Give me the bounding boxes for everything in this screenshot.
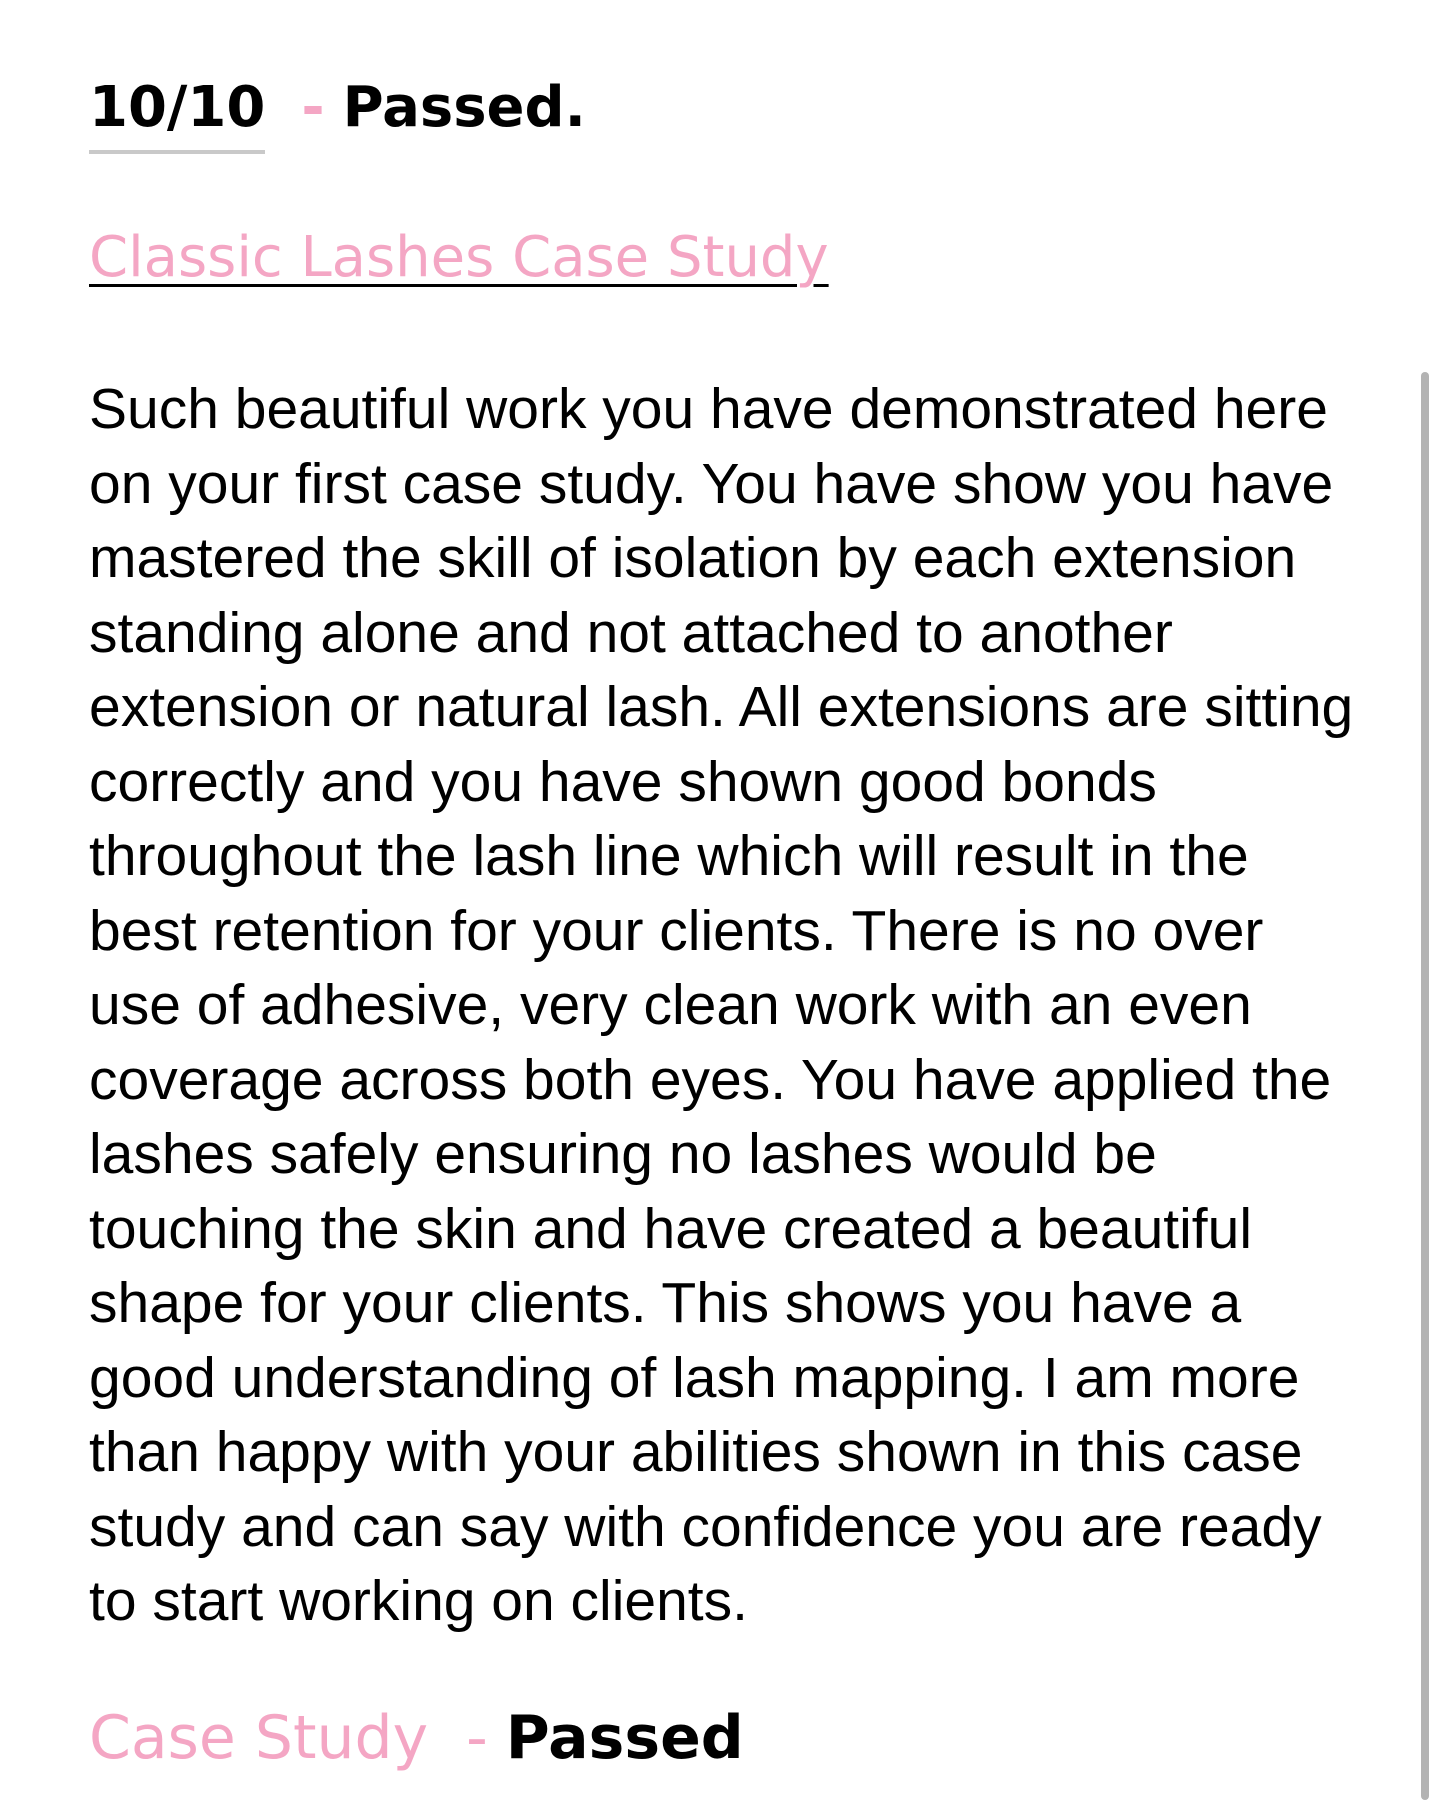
score-separator: -: [301, 75, 325, 140]
case-study-separator: -: [466, 1703, 488, 1773]
case-study-heading: Classic Lashes Case Study: [89, 225, 829, 290]
case-study-status: Passed: [505, 1703, 744, 1773]
feedback-paragraph: Such beautiful work you have demonstrated here on your first case study. You have show you have mastered the skill of isolation by each extension standing alone and not attached to another extension or natural lash. All extensions are sitting correctly and you have shown good bonds throughout the lash line which will result in the best retention for your clients. There is no over use of adhesive, very clean work with an even coverage across both eyes. You have applied the lashes safely ensuring no lashes would be touching the skin and have created a beautiful shape for your clients. This shows you have a good understanding of lash mapping. I am more than happy with your abilities shown in this case study and can say with confidence you are ready to start working on clients.: [89, 377, 1354, 1633]
score-status: Passed.: [342, 75, 586, 140]
case-study-label: Case Study: [89, 1703, 429, 1773]
score-value: 10/10: [89, 66, 265, 154]
score-line: [89, 58, 586, 158]
vertical-scrollbar[interactable]: [1421, 372, 1429, 1800]
case-study-result: [89, 1690, 744, 1786]
